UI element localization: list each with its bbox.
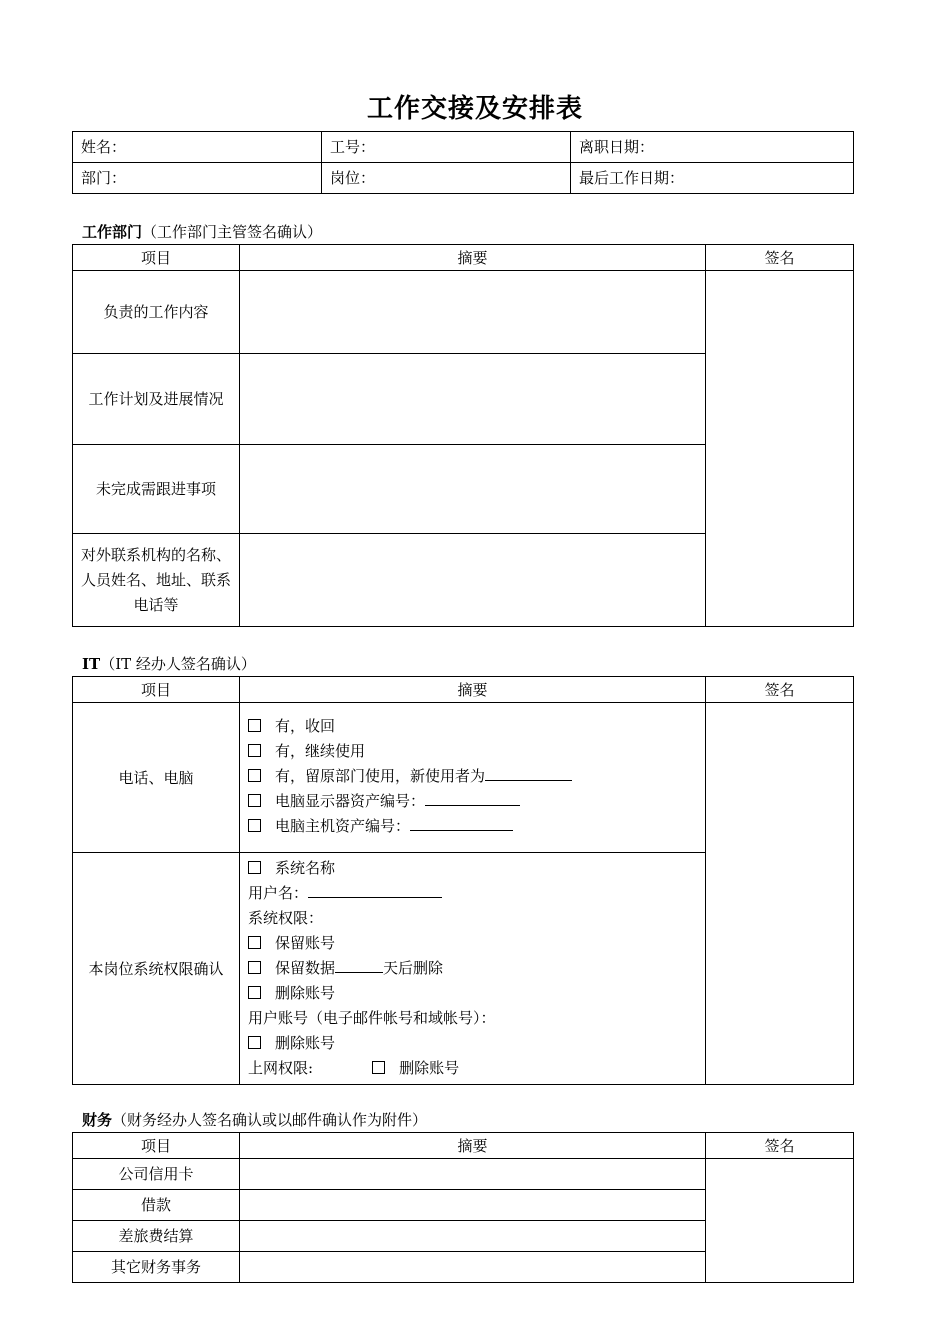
option-delete-user-account[interactable]: 删除账号 <box>248 1031 697 1056</box>
username-blank[interactable] <box>308 883 442 898</box>
checkbox-icon[interactable] <box>248 819 261 832</box>
checkbox-icon[interactable] <box>248 961 261 974</box>
work-row-label: 负责的工作内容 <box>73 271 240 354</box>
col-sign: 签名 <box>706 677 854 703</box>
work-summary-cell[interactable] <box>240 445 706 534</box>
position-field[interactable]: 岗位： <box>322 163 571 194</box>
work-note: （工作部门主管签名确认） <box>142 223 323 241</box>
work-handover-table <box>72 244 854 627</box>
checkbox-icon[interactable] <box>248 769 261 782</box>
work-summary-cell[interactable] <box>240 534 706 627</box>
it-signature-cell[interactable] <box>706 703 854 1085</box>
finance-section-heading <box>82 1109 427 1130</box>
phone-computer-options <box>240 703 706 853</box>
days-blank[interactable] <box>335 958 383 973</box>
checkbox-icon[interactable] <box>372 1061 385 1074</box>
leave-date-field[interactable]: 离职日期： <box>571 132 854 163</box>
work-summary-cell[interactable] <box>240 271 706 354</box>
work-signature-cell[interactable] <box>706 271 854 627</box>
option-keep-in-dept[interactable]: 有，留原部门使用，新使用者为 <box>248 764 697 789</box>
option-delete-account[interactable]: 删除账号 <box>248 981 697 1006</box>
col-sign: 签名 <box>706 1133 854 1159</box>
checkbox-icon[interactable] <box>248 986 261 999</box>
option-keep-account[interactable]: 保留账号 <box>248 931 697 956</box>
checkbox-icon[interactable] <box>248 936 261 949</box>
work-summary-cell[interactable] <box>240 354 706 445</box>
checkbox-icon[interactable] <box>248 794 261 807</box>
finance-row-label: 借款 <box>73 1190 240 1221</box>
col-item: 项目 <box>73 677 240 703</box>
finance-row-label: 公司信用卡 <box>73 1159 240 1190</box>
name-field[interactable]: 姓名： <box>73 132 322 163</box>
finance-summary-cell[interactable] <box>240 1190 706 1221</box>
internet-permission-line: 上网权限: 删除账号 <box>248 1059 460 1077</box>
work-heading: 工作部门 <box>82 223 143 241</box>
it-handover-table <box>72 676 854 1085</box>
option-system-name[interactable]: 系统名称 <box>248 856 697 881</box>
monitor-asset-blank[interactable] <box>425 791 520 806</box>
finance-summary-cell[interactable] <box>240 1252 706 1283</box>
new-user-blank[interactable] <box>485 766 572 781</box>
col-item: 项目 <box>73 1133 240 1159</box>
checkbox-icon[interactable] <box>248 861 261 874</box>
work-row-label: 未完成需跟进事项 <box>73 445 240 534</box>
finance-heading: 财务 <box>82 1111 113 1129</box>
checkbox-icon[interactable] <box>248 719 261 732</box>
col-sign: 签名 <box>706 245 854 271</box>
it-note: （IT 经办人签名确认） <box>100 655 256 673</box>
col-summary: 摘要 <box>240 245 706 271</box>
finance-note: （财务经办人签名确认或以邮件确认作为附件） <box>112 1111 428 1129</box>
checkbox-icon[interactable] <box>248 744 261 757</box>
it-section-heading <box>82 653 256 674</box>
finance-handover-table <box>72 1132 854 1283</box>
col-summary: 摘要 <box>240 1133 706 1159</box>
monitor-asset-number[interactable]: 电脑显示器资产编号： <box>248 789 697 814</box>
system-permission-options <box>240 853 706 1085</box>
it-heading: IT <box>82 655 101 673</box>
work-section-heading <box>82 221 322 242</box>
system-permission-label: 本岗位系统权限确认 <box>73 853 240 1085</box>
finance-signature-cell[interactable] <box>706 1159 854 1283</box>
employee-id-field[interactable]: 工号： <box>322 132 571 163</box>
finance-summary-cell[interactable] <box>240 1159 706 1190</box>
option-keep-data[interactable]: 保留数据 天后删除 <box>248 956 697 981</box>
employee-info-table <box>72 131 854 194</box>
host-asset-number[interactable]: 电脑主机资产编号： <box>248 814 697 839</box>
phone-computer-label: 电话、电脑 <box>73 703 240 853</box>
last-work-day-field[interactable]: 最后工作日期： <box>571 163 854 194</box>
col-item: 项目 <box>73 245 240 271</box>
department-field[interactable]: 部门： <box>73 163 322 194</box>
page-title: 工作交接及安排表 <box>366 94 583 124</box>
permissions-label: 系统权限： <box>248 909 324 927</box>
finance-row-label: 差旅费结算 <box>73 1221 240 1252</box>
col-summary: 摘要 <box>240 677 706 703</box>
work-row-label: 对外联系机构的名称、人员姓名、地址、联系电话等 <box>73 534 240 627</box>
finance-row-label: 其它财务事务 <box>73 1252 240 1283</box>
checkbox-icon[interactable] <box>248 1036 261 1049</box>
option-continue-use[interactable]: 有，继续使用 <box>248 739 697 764</box>
user-account-label: 用户账号（电子邮件帐号和域帐号）： <box>248 1009 496 1027</box>
option-return[interactable]: 有，收回 <box>248 714 697 739</box>
work-row-label: 工作计划及进展情况 <box>73 354 240 445</box>
username-line: 用户名： <box>248 881 697 906</box>
host-asset-blank[interactable] <box>410 816 513 831</box>
finance-summary-cell[interactable] <box>240 1221 706 1252</box>
